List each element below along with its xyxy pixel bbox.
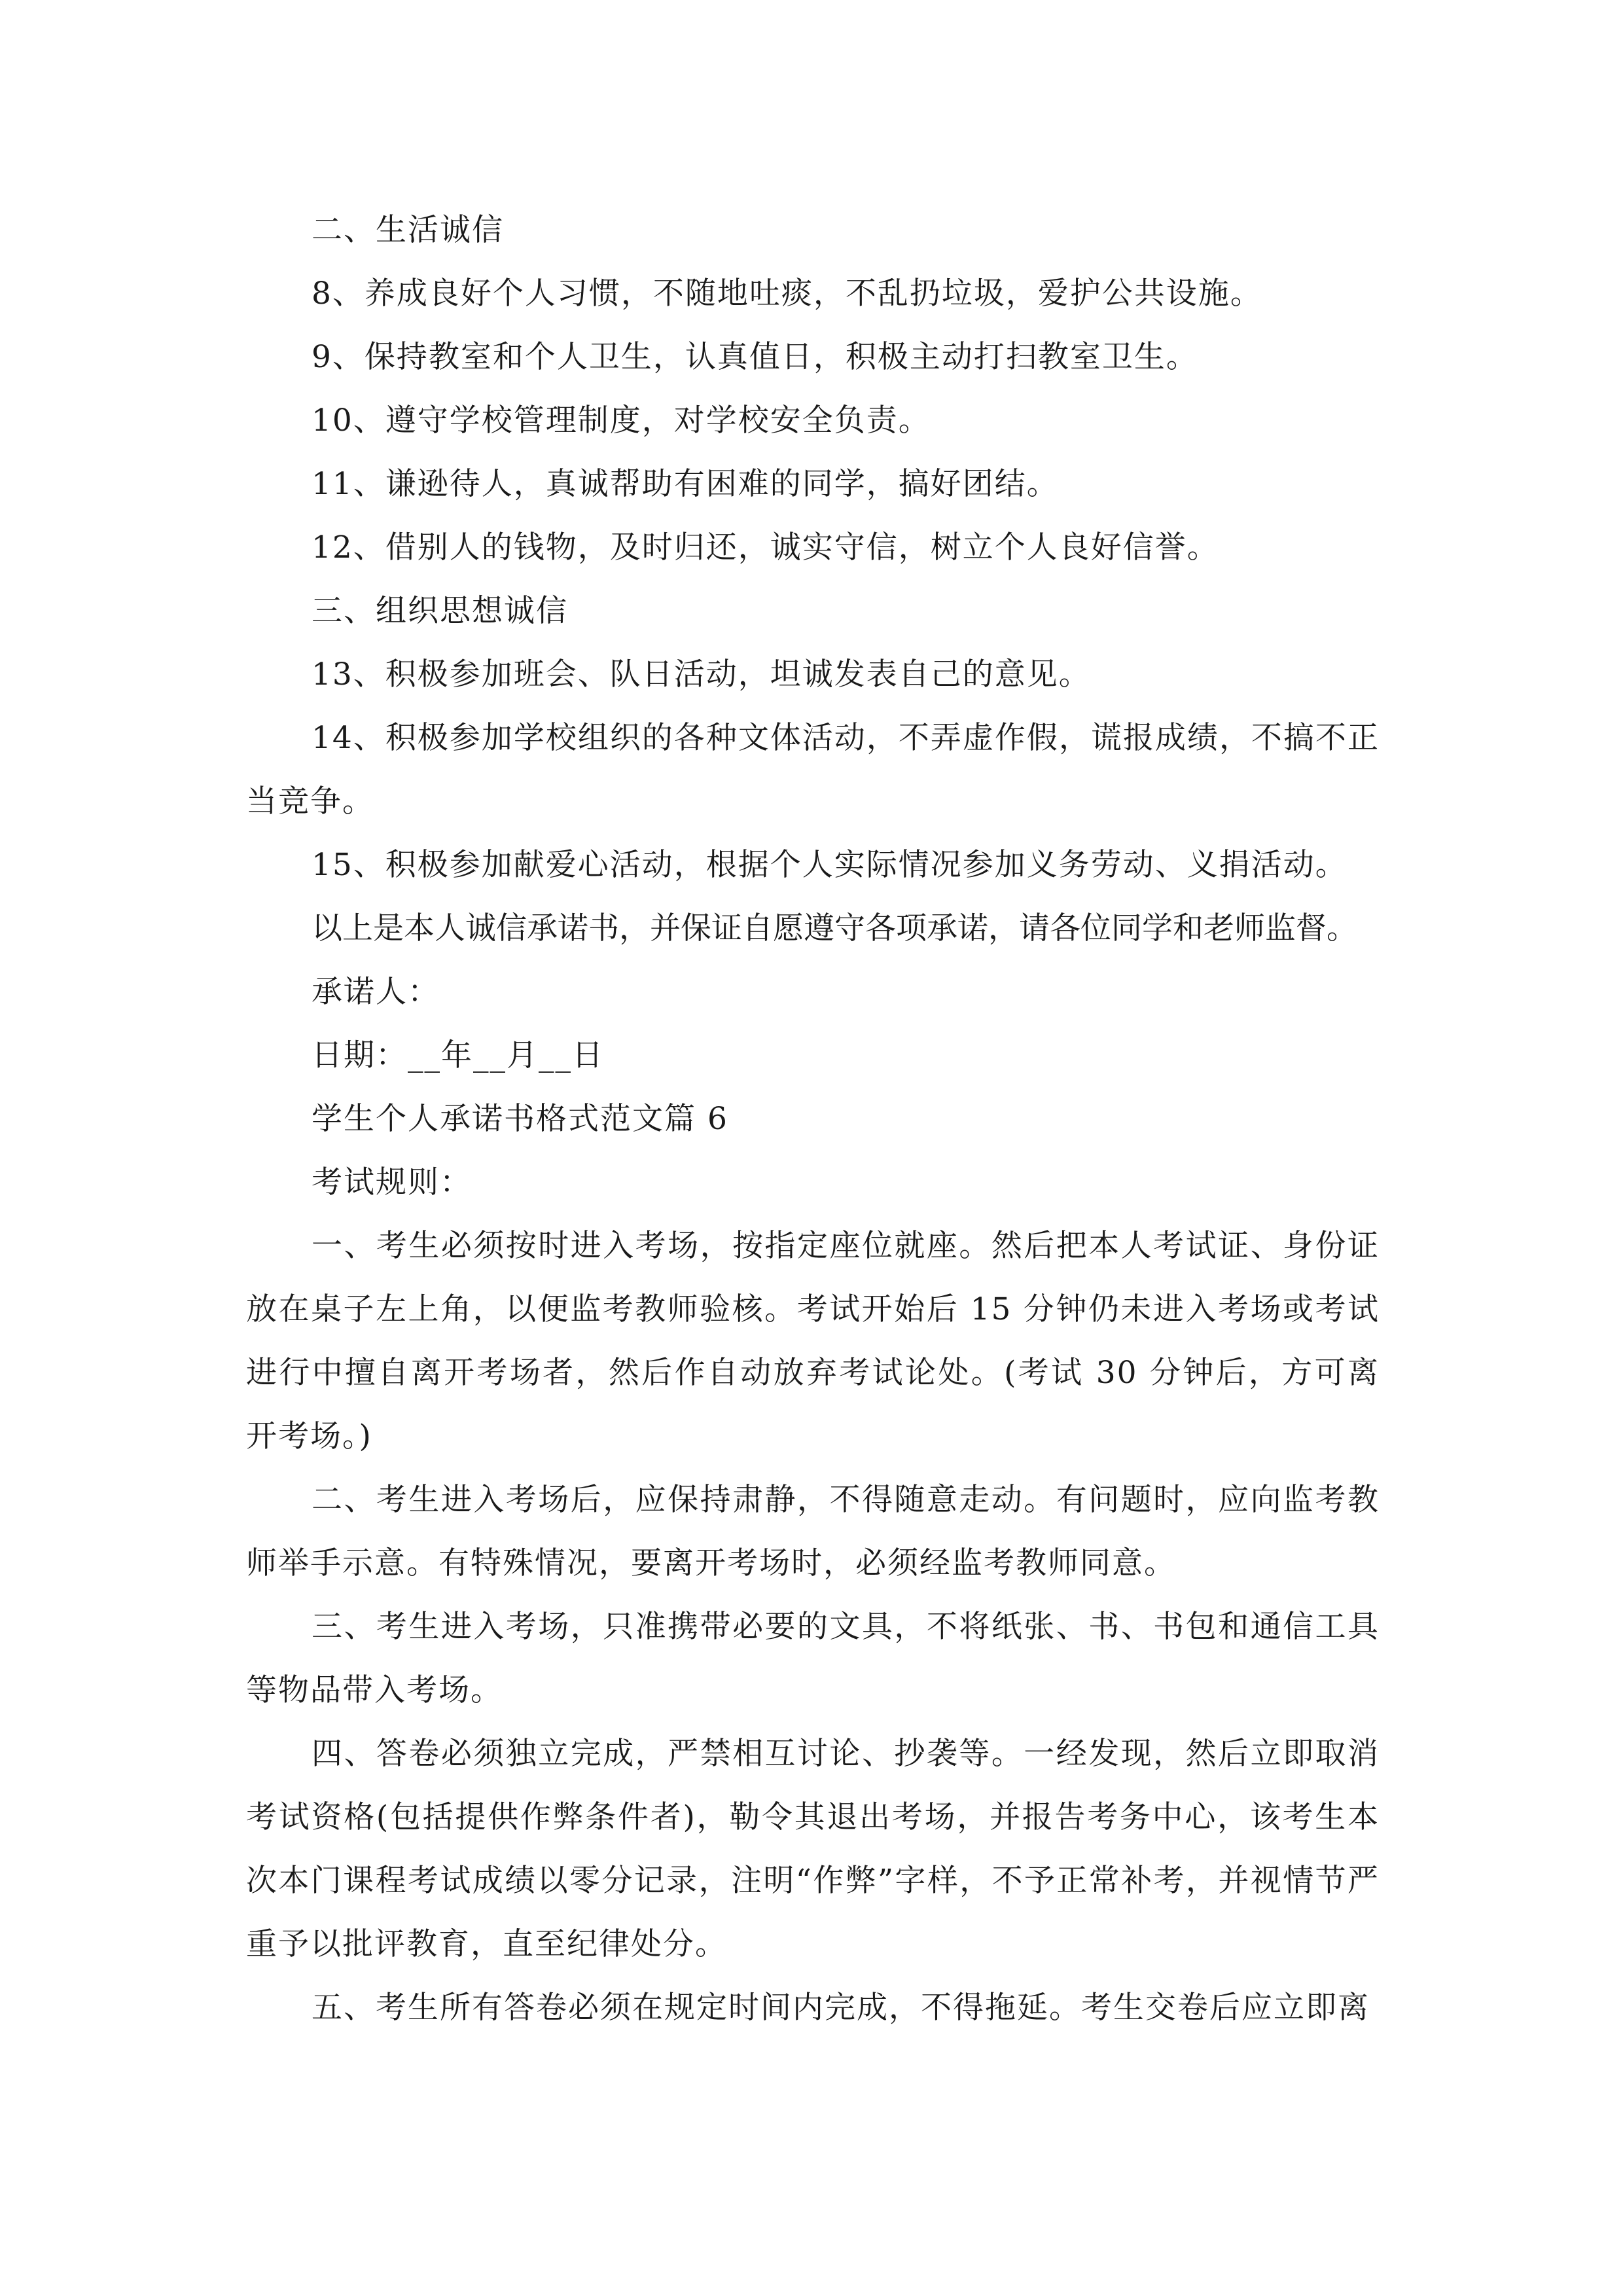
rule-paragraph: 四、答卷必须独立完成，严禁相互讨论、抄袭等。一经发现，然后立即取消考试资格(包括提供作弊条件者)，勒令其退出考场，并报告考务中心，该考生本次本门课程考试成绩以零分记录，注明“作弊”字样，不予正常补考，并视情节严重予以批评教育，直至纪律处分。	[246, 1736, 1380, 1962]
date-label: 日期：__年__月__日	[312, 1037, 604, 1073]
section-heading-organization-integrity: 三、组织思想诚信	[312, 593, 568, 629]
signer-label: 承诺人：	[312, 974, 440, 1010]
closing-statement: 以上是本人诚信承诺书，并保证自愿遵守各项承诺，请各位同学和老师监督。	[312, 910, 1357, 946]
section-heading-life-integrity: 二、生活诚信	[312, 212, 504, 248]
list-item: 13、积极参加班会、队日活动，坦诚发表自己的意见。	[312, 656, 1091, 692]
document-body	[246, 198, 1380, 2039]
list-item: 8、养成良好个人习惯，不随地吐痰，不乱扔垃圾，爱护公共设施。	[312, 276, 1262, 312]
rule-paragraph: 一、考生必须按时进入考场，按指定座位就座。然后把本人考试证、身份证放在桌子左上角，以便监考教师验核。考试开始后 15 分钟仍未进入考场或考试进行中擅自离开考场者，然后作自动放弃考试论处。(考试 30 分钟后，方可离开考场。)	[246, 1228, 1380, 1454]
rule-paragraph: 二、考生进入考场后，应保持肃静，不得随意走动。有问题时，应向监考教师举手示意。有特殊情况，要离开考场时，必须经监考教师同意。	[246, 1482, 1380, 1581]
list-item-14: 14、积极参加学校组织的各种文体活动，不弄虚作假，谎报成绩，不搞不正当竞争。	[246, 720, 1380, 819]
list-item-15: 15、积极参加献爱心活动，根据个人实际情况参加义务劳动、义捐活动。	[312, 847, 1347, 883]
section-title: 学生个人承诺书格式范文篇 6	[312, 1101, 728, 1137]
list-item: 12、借别人的钱物，及时归还，诚实守信，树立个人良好信誉。	[312, 529, 1219, 565]
rules-title: 考试规则：	[312, 1164, 472, 1200]
rule-paragraph: 五、考生所有答卷必须在规定时间内完成，不得拖延。考生交卷后应立即离	[312, 1990, 1370, 2026]
rule-paragraph: 三、考生进入考场，只准携带必要的文具，不将纸张、书、书包和通信工具等物品带入考场。	[246, 1609, 1380, 1708]
list-item: 9、保持教室和个人卫生，认真值日，积极主动打扫教室卫生。	[312, 339, 1198, 375]
list-item: 11、谦逊待人，真诚帮助有困难的同学，搞好团结。	[312, 466, 1059, 502]
list-item: 10、遵守学校管理制度，对学校安全负责。	[312, 403, 931, 439]
